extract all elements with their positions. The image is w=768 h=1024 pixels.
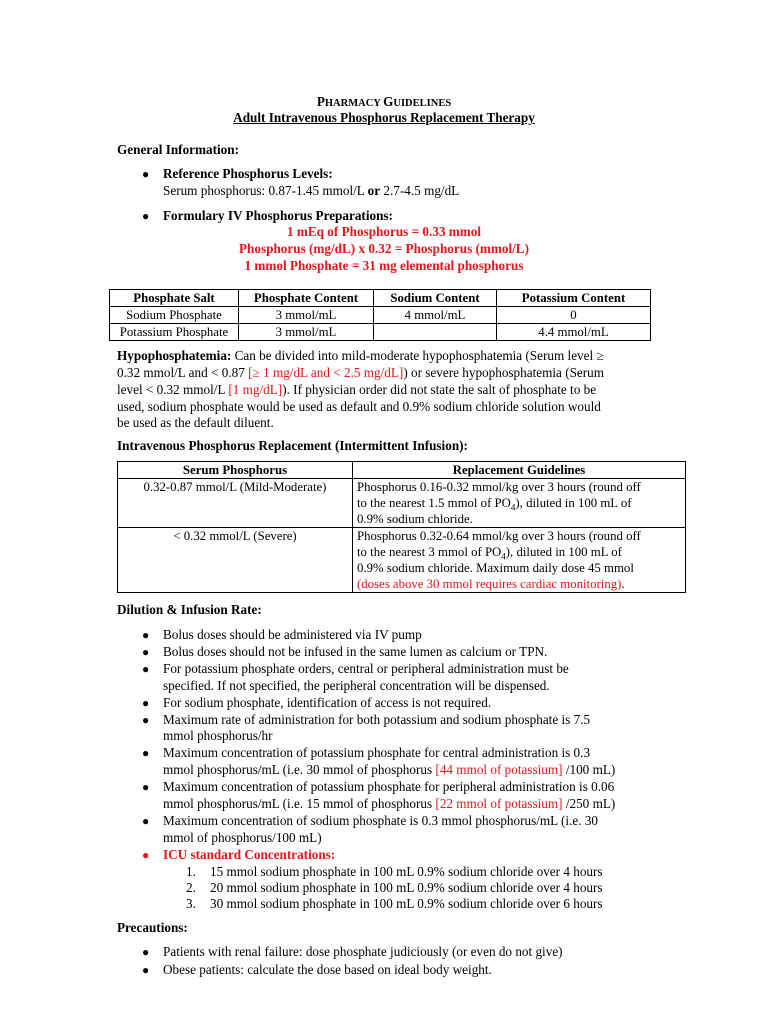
hypo-text: level < 0.32 mmol/L — [117, 382, 229, 397]
table-cell: 0 — [497, 307, 651, 324]
hypo-text: used, sodium phosphate would be used as default and 0.9% sodium chloride solution would — [117, 399, 601, 414]
bullet-icon: ● — [142, 645, 150, 659]
list-item: Maximum concentration of sodium phosphate is 0.3 mmol phosphorus/mL (i.e. 30 — [163, 813, 599, 828]
list-item: Obese patients: calculate the dose based on ideal body weight. — [163, 962, 492, 977]
bullet-icon: ● — [142, 209, 150, 223]
list-red-text: [22 mmol of potassium] — [435, 796, 563, 811]
conversion-3: 1 mmol Phosphate = 31 mg elemental phosphorus — [244, 258, 524, 273]
reference-line — [163, 183, 459, 199]
list-item: For potassium phosphate orders, central or peripheral administration must be — [163, 661, 569, 676]
bullet-icon: ● — [142, 628, 150, 642]
guideline-text — [357, 576, 681, 592]
table-cell: < 0.32 mmol/L (Severe) — [118, 528, 353, 593]
list-number: 1. — [186, 864, 196, 879]
list-item: For sodium phosphate, identification of access is not required. — [163, 695, 492, 710]
guideline-text: 0.9% sodium chloride. Maximum daily dose 45 mmol — [357, 561, 634, 575]
iv-replacement-table — [117, 461, 686, 593]
bullet-icon: ● — [142, 945, 150, 959]
table-cell — [353, 528, 686, 593]
title-part: G — [383, 94, 394, 109]
conversion-1: 1 mEq of Phosphorus = 0.33 mmol — [287, 224, 481, 239]
guideline-text: 0.9% sodium chloride. — [357, 512, 473, 526]
bullet-icon: ● — [142, 696, 150, 710]
table-row — [118, 479, 686, 528]
list-item: Maximum concentration of potassium phosphate for central administration is 0.3 — [163, 745, 591, 760]
guideline-text — [357, 544, 681, 560]
guideline-text: Phosphorus 0.16-0.32 mmol/kg over 3 hours (round off — [357, 480, 641, 494]
table-header: Sodium Content — [374, 290, 497, 307]
table-row — [110, 324, 651, 341]
hypo-red-text: [≥ 1 mg/dL and < 2.5 mg/dL] — [248, 365, 404, 380]
hypo-text: be used as the default diluent. — [117, 415, 274, 430]
list-item: 20 mmol sodium phosphate in 100 mL 0.9% sodium chloride over 4 hours — [210, 880, 603, 895]
hypo-red-text: [1 mg/dL] — [228, 382, 283, 397]
list-item: Maximum rate of administration for both potassium and sodium phosphate is 7.5 — [163, 712, 591, 727]
phosphate-salt-table — [109, 289, 651, 341]
hypo-label: Hypophosphatemia: — [117, 348, 232, 363]
general-heading: General Information: — [117, 142, 239, 157]
bullet-icon: ● — [142, 662, 150, 676]
guideline-text: to the nearest 3 mmol of PO — [357, 545, 502, 559]
dilution-heading: Dilution & Infusion Rate: — [117, 602, 262, 617]
reference-text: 2.7-4.5 mg/dL — [380, 183, 460, 198]
table-cell — [374, 324, 497, 341]
table-cell: 0.32-0.87 mmol/L (Mild-Moderate) — [118, 479, 353, 528]
table-row — [118, 528, 686, 593]
list-text: mmol phosphorus/mL (i.e. 30 mmol of phosphorus — [163, 762, 436, 777]
table-cell: 4.4 mmol/mL — [497, 324, 651, 341]
table-row — [110, 307, 651, 324]
bullet-icon: ● — [142, 167, 150, 181]
list-item: mmol phosphorus/hr — [163, 728, 273, 743]
table-header: Phosphate Content — [239, 290, 374, 307]
list-item — [163, 762, 615, 778]
bullet-icon: ● — [142, 848, 150, 862]
list-item: mmol of phosphorus/100 mL) — [163, 830, 322, 845]
hypo-text: 0.32 mmol/L and < 0.87 — [117, 365, 249, 380]
conversion-2: Phosphorus (mg/dL) x 0.32 = Phosphorus (mmol/L) — [239, 241, 529, 256]
reference-text: Serum phosphorus: 0.87-1.45 mmol/L — [163, 183, 368, 198]
list-item: Patients with renal failure: dose phosphate judiciously (or even do not give) — [163, 944, 563, 959]
table-cell: Potassium Phosphate — [110, 324, 239, 341]
list-item — [163, 796, 615, 812]
bullet-icon: ● — [142, 780, 150, 794]
subscript: 4 — [510, 502, 516, 513]
bullet-icon: ● — [142, 963, 150, 977]
guideline-text — [357, 495, 681, 511]
table-header: Serum Phosphorus — [118, 462, 353, 479]
table-header: Phosphate Salt — [110, 290, 239, 307]
hypo-text: Can be divided into mild-moderate hypophosphatemia (Serum level ≥ — [231, 348, 604, 363]
list-item: 30 mmol sodium phosphate in 100 mL 0.9% sodium chloride over 6 hours — [210, 896, 603, 911]
list-item: specified. If not specified, the peripheral concentration will be dispensed. — [163, 678, 550, 693]
table-header-row — [118, 462, 686, 479]
table-cell: 3 mmol/mL — [239, 307, 374, 324]
list-text: /100 mL) — [562, 762, 616, 777]
bullet-icon: ● — [142, 814, 150, 828]
iv-heading: Intravenous Phosphorus Replacement (Intermittent Infusion): — [117, 438, 468, 453]
table-cell: 3 mmol/mL — [239, 324, 374, 341]
guideline-text: Phosphorus 0.32-0.64 mmol/kg over 3 hours (round off — [357, 529, 641, 543]
guideline-text: ), diluted in 100 mL of — [505, 545, 622, 559]
list-item: Bolus doses should be administered via IV pump — [163, 627, 422, 642]
bullet-icon: ● — [142, 713, 150, 727]
table-header: Replacement Guidelines — [353, 462, 686, 479]
hypo-text: ) or severe hypophosphatemia (Serum — [403, 365, 605, 380]
title-part: UIDELINES — [393, 98, 452, 109]
list-item: Maximum concentration of potassium phosphate for peripheral administration is 0.06 — [163, 779, 615, 794]
formulary-heading: Formulary IV Phosphorus Preparations: — [163, 208, 393, 223]
guideline-text: to the nearest 1.5 mmol of PO — [357, 496, 511, 510]
table-cell — [353, 479, 686, 528]
list-number: 2. — [186, 880, 196, 895]
reference-heading: Reference Phosphorus Levels: — [163, 166, 333, 181]
guideline-text: . — [621, 577, 625, 591]
list-text: /250 mL) — [562, 796, 616, 811]
title-part: P — [316, 94, 325, 109]
guideline-text: ), diluted in 100 mL of — [515, 496, 632, 510]
table-header: Potassium Content — [497, 290, 651, 307]
table-header-row — [110, 290, 651, 307]
title-part: HARMACY — [324, 98, 384, 109]
monitoring-warning: (doses above 30 mmol requires cardiac monitoring) — [357, 577, 622, 591]
table-cell: 4 mmol/mL — [374, 307, 497, 324]
bullet-icon: ● — [142, 746, 150, 760]
list-item: 15 mmol sodium phosphate in 100 mL 0.9% sodium chloride over 4 hours — [210, 864, 603, 879]
subscript: 4 — [501, 551, 506, 562]
icu-heading: ICU standard Concentrations: — [163, 847, 336, 862]
page-subtitle: Adult Intravenous Phosphorus Replacement Therapy — [233, 110, 535, 125]
list-number: 3. — [186, 896, 196, 911]
reference-or: or — [367, 183, 381, 198]
list-item: Bolus doses should not be infused in the same lumen as calcium or TPN. — [163, 644, 548, 659]
list-red-text: [44 mmol of potassium] — [435, 762, 563, 777]
hypo-text: ). If physician order did not state the salt of phosphate to be — [282, 382, 597, 397]
list-text: mmol phosphorus/mL (i.e. 15 mmol of phosphorus — [163, 796, 436, 811]
table-cell: Sodium Phosphate — [110, 307, 239, 324]
precautions-heading: Precautions: — [117, 920, 188, 935]
